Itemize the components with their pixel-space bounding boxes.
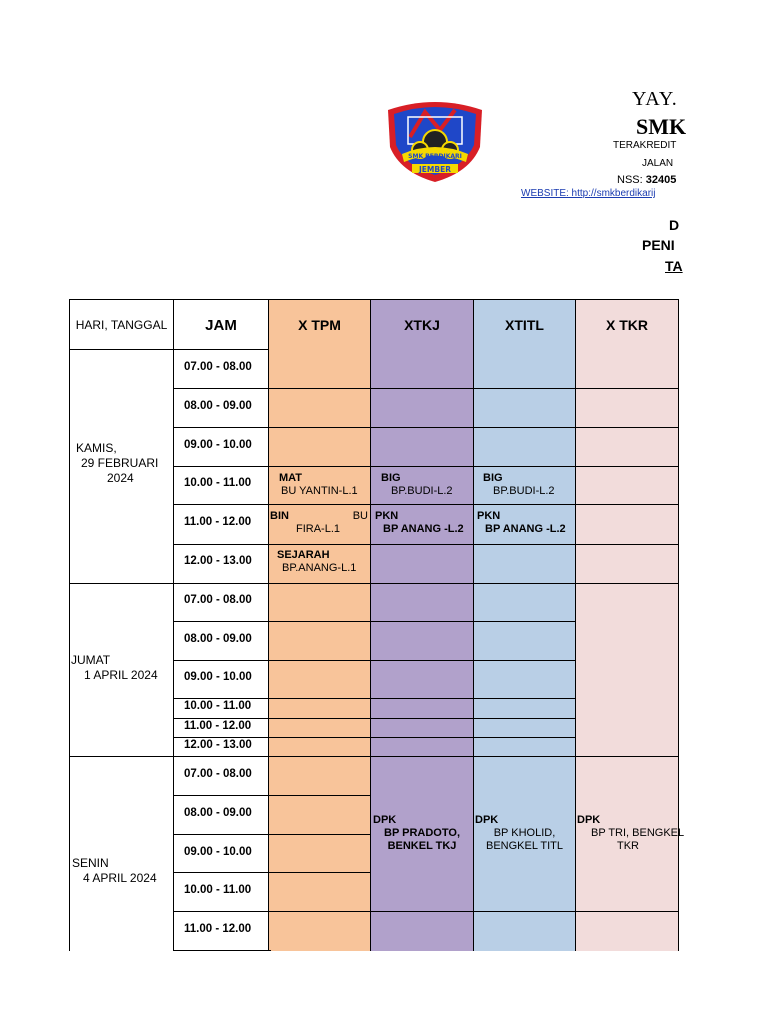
column-bg-xtkj (371, 300, 473, 951)
time-slot: 10.00 - 11.00 (184, 700, 252, 712)
time-slot: 10.00 - 11.00 (184, 477, 252, 489)
foundation-name: YAY. (632, 88, 678, 110)
header-jam: JAM (205, 316, 237, 334)
logo-bottom-text: JEMBER (419, 165, 451, 174)
time-slot: 12.00 - 13.00 (184, 739, 252, 751)
header-xtpm: X TPM (269, 300, 370, 350)
time-slot: 11.00 - 12.00 (184, 516, 252, 528)
doc-title-line2: PENI (642, 237, 675, 253)
school-name: SMK (636, 114, 687, 139)
time-slot: 09.00 - 10.00 (184, 671, 252, 683)
entry-pkn-xtkj: PKN BP ANANG -L.2 (375, 510, 464, 535)
time-slot: 08.00 - 09.00 (184, 633, 252, 645)
column-bg-xtkr (576, 300, 685, 951)
header-xtkj: XTKJ (371, 300, 473, 350)
column-bg-xtpm (269, 300, 371, 951)
day-1-label: KAMIS, 29 FEBRUARI 2024 (76, 441, 159, 485)
website-link[interactable]: WEBSITE: http://smkberdikarij (521, 188, 656, 199)
address-text: JALAN (642, 158, 674, 169)
day-2-label: JUMAT 1 APRIL 2024 (71, 653, 158, 682)
time-slot: 12.00 - 13.00 (184, 555, 252, 567)
entry-bin: BIN BU FIRA-L.1 (270, 510, 368, 535)
logo-top-text: SMK BERDIKARI (408, 153, 462, 160)
time-slot: 07.00 - 08.00 (184, 594, 252, 606)
time-slot: 11.00 - 12.00 (184, 923, 252, 935)
accreditation-text: TERAKREDIT (613, 140, 677, 151)
time-slot: 09.00 - 10.00 (184, 439, 252, 451)
doc-title-line1: D (669, 217, 680, 233)
entry-big-xtkj: BIG BP.BUDI-L.2 (381, 472, 453, 497)
header-xtitl: XTITL (474, 300, 575, 350)
entry-pkn-xtitl: PKN BP ANANG -L.2 (477, 510, 566, 535)
nss-label: NSS: (617, 174, 643, 186)
time-slot: 07.00 - 08.00 (184, 768, 252, 780)
column-bg-xtitl (473, 300, 576, 951)
time-slot: 10.00 - 11.00 (184, 884, 252, 896)
entry-dpk-xtkj: DPK BP PRADOTO, BENKEL TKJ (373, 814, 460, 852)
time-slot: 07.00 - 08.00 (184, 361, 252, 373)
day-3-label: SENIN 4 APRIL 2024 (72, 856, 157, 885)
time-slot: 09.00 - 10.00 (184, 846, 252, 858)
header-xtkr: X TKR (576, 300, 678, 350)
nss-value: 32405 (645, 174, 677, 186)
time-slot: 08.00 - 09.00 (184, 400, 252, 412)
entry-mat: MAT BU YANTIN-L.1 (279, 472, 358, 497)
entry-sejarah: SEJARAH BP.ANANG-L.1 (277, 549, 357, 574)
doc-title-line3: TA (665, 258, 683, 274)
entry-dpk-xtitl: DPK BP KHOLID, BENGKEL TITL (475, 814, 564, 852)
time-slot: 08.00 - 09.00 (184, 807, 252, 819)
entry-dpk-xtkr: DPK BP TRI, BENGKEL TKR (577, 814, 685, 852)
header-hari-tanggal: HARI, TANGGAL (75, 318, 168, 332)
time-slot: 11.00 - 12.00 (184, 720, 252, 732)
entry-big-xtitl: BIG BP.BUDI-L.2 (483, 472, 555, 497)
